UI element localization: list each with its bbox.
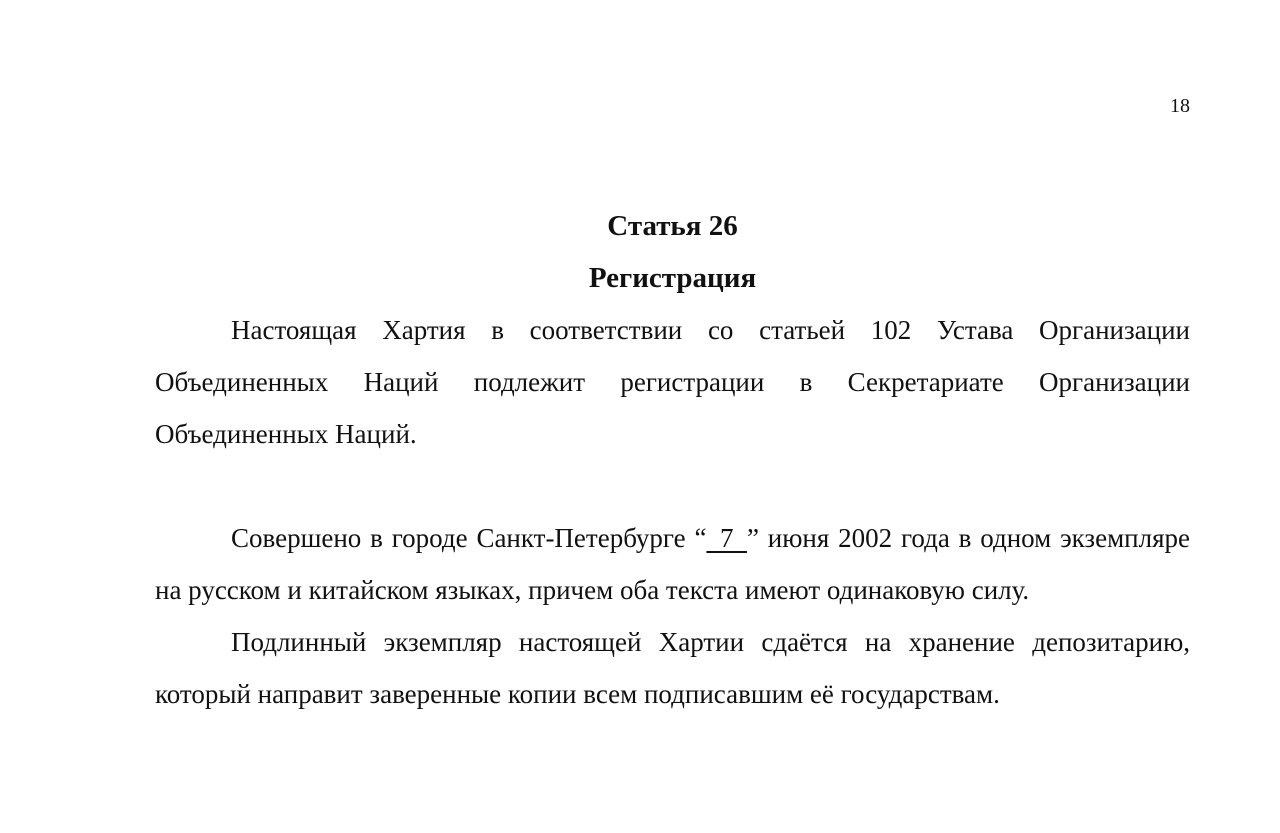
registration-paragraph: Настоящая Хартия в соответствии со статьей 102 Устава Организации Объединенных Наций подлежит регистрации в Секретариате Организации Объединенных Наций.: [155, 315, 1190, 449]
article-heading: Регистрация: [588, 262, 757, 294]
execution-day-field: 7: [706, 523, 747, 553]
execution-prefix: Совершено в городе Санкт-Петербурге “: [231, 523, 707, 553]
article-number-title: Статья 26: [607, 210, 738, 242]
paragraph-gap: [155, 460, 1190, 512]
execution-suffix: ” июня 2002 года в одном экземпляре на русском и китайском языках, причем оба текста имеют одинаковую силу.: [155, 523, 1190, 605]
depositary-paragraph: Подлинный экземпляр настоящей Хартии сдаётся на хранение депозитарию, который направит заверенные копии всем подписавшим её государствам.: [155, 627, 1190, 709]
execution-paragraph: [155, 512, 1190, 616]
article-26: [155, 200, 1190, 720]
page-number: 18: [1170, 95, 1190, 117]
